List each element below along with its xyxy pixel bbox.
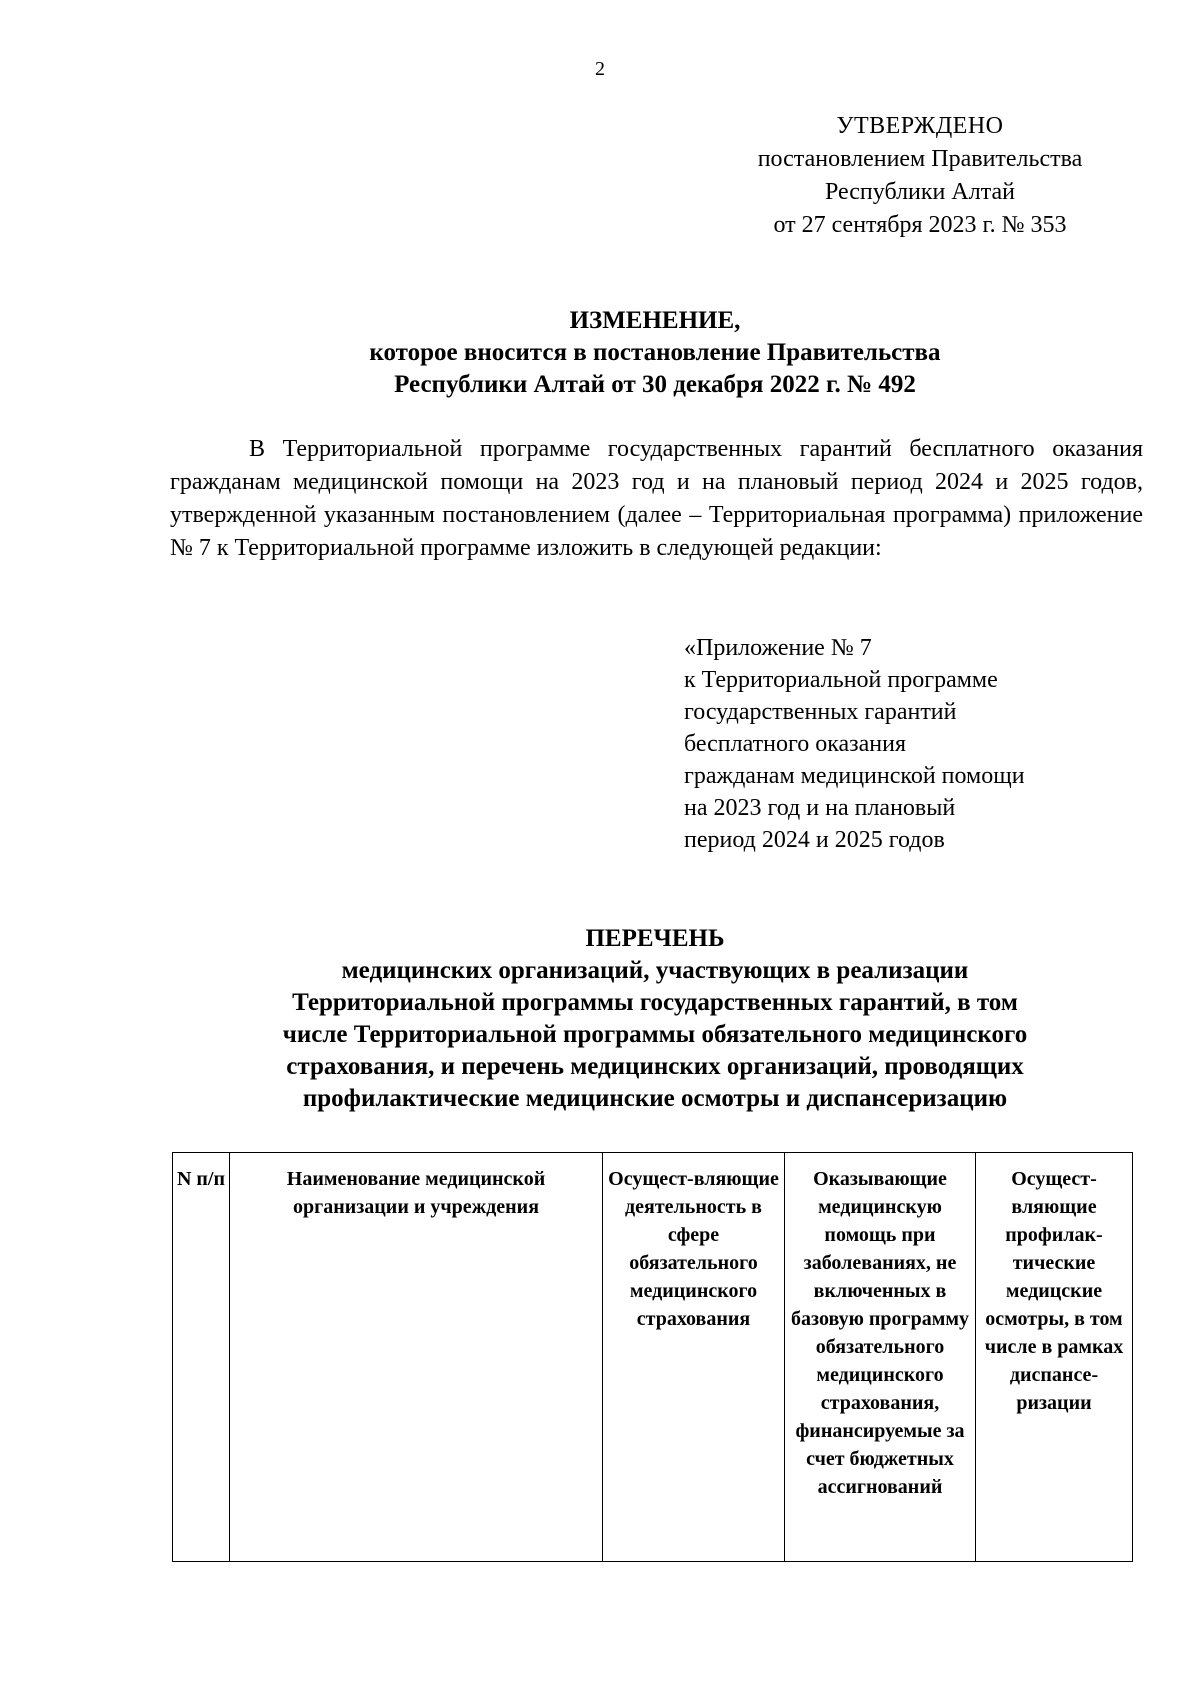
appendix-line: «Приложение № 7	[684, 635, 872, 661]
amendment-title: ИЗМЕНЕНИЕ,	[569, 307, 741, 334]
appendix-reference	[684, 632, 1144, 856]
list-subtitle-line: Территориальной программы государственных гарантий, в том	[292, 989, 1018, 1016]
list-subtitle-line: медицинских организаций, участвующих в реализации	[341, 957, 969, 984]
header-preventive-exams: Осущест-вляющие профилак-тические медицские осмотры, в том числе в рамках диспансе-ризации	[976, 1153, 1133, 1562]
appendix-line: к Территориальной программе	[684, 667, 998, 693]
page-number: 2	[595, 58, 605, 80]
table-header-row	[173, 1153, 1133, 1562]
list-title: ПЕРЕЧЕНЬ	[585, 925, 725, 952]
approval-line: постановлением Правительства	[757, 146, 1083, 172]
list-subtitle-line: числе Территориальной программы обязательного медицинского	[282, 1021, 1028, 1048]
header-oms-activity: Осущест-вляющие деятельность в сфере обязательного медицинского страхования	[603, 1153, 785, 1562]
organizations-table	[172, 1152, 1133, 1562]
appendix-line: бесплатного оказания	[684, 731, 907, 757]
approval-line: Республики Алтай	[825, 179, 1015, 205]
appendix-line: гражданам медицинской помощи	[684, 763, 1025, 789]
amendment-subtitle-line: которое вносится в постановление Правительства	[369, 339, 941, 366]
appendix-line: на 2023 год и на плановый	[684, 795, 956, 821]
header-budget-funded-care: Оказывающие медицинскую помощь при заболеваниях, не включенных в базовую программу обязательного медицинского страхования, финансируемые за счет бюджетных ассигнований	[785, 1153, 976, 1562]
list-heading	[160, 923, 1150, 1115]
intro-paragraph: В Территориальной программе государственных гарантий бесплатного оказания гражданам медицинской помощи на 2023 год и на плановый период 2024 и 2025 годов, утвержденной указанным постановлением (далее – Территориальная программа) приложение № 7 к Территориальной программе изложить в следующей редакции:	[170, 436, 1143, 561]
header-number: N п/п	[173, 1153, 230, 1562]
appendix-line: государственных гарантий	[684, 699, 957, 725]
approval-stamp	[700, 110, 1140, 242]
amendment-subtitle-line: Республики Алтай от 30 декабря 2022 г. № 492	[394, 371, 916, 398]
approval-line: от 27 сентября 2023 г. № 353	[773, 212, 1067, 238]
list-subtitle-line: профилактические медицинские осмотры и диспансеризацию	[302, 1085, 1008, 1112]
amendment-heading	[160, 305, 1150, 401]
appendix-line: период 2024 и 2025 годов	[684, 827, 945, 853]
list-subtitle-line: страхования, и перечень медицинских организаций, проводящих	[286, 1053, 1024, 1080]
approval-title: УТВЕРЖДЕНО	[836, 113, 1004, 139]
header-organization-name: Наименование медицинской организации и учреждения	[230, 1153, 603, 1562]
